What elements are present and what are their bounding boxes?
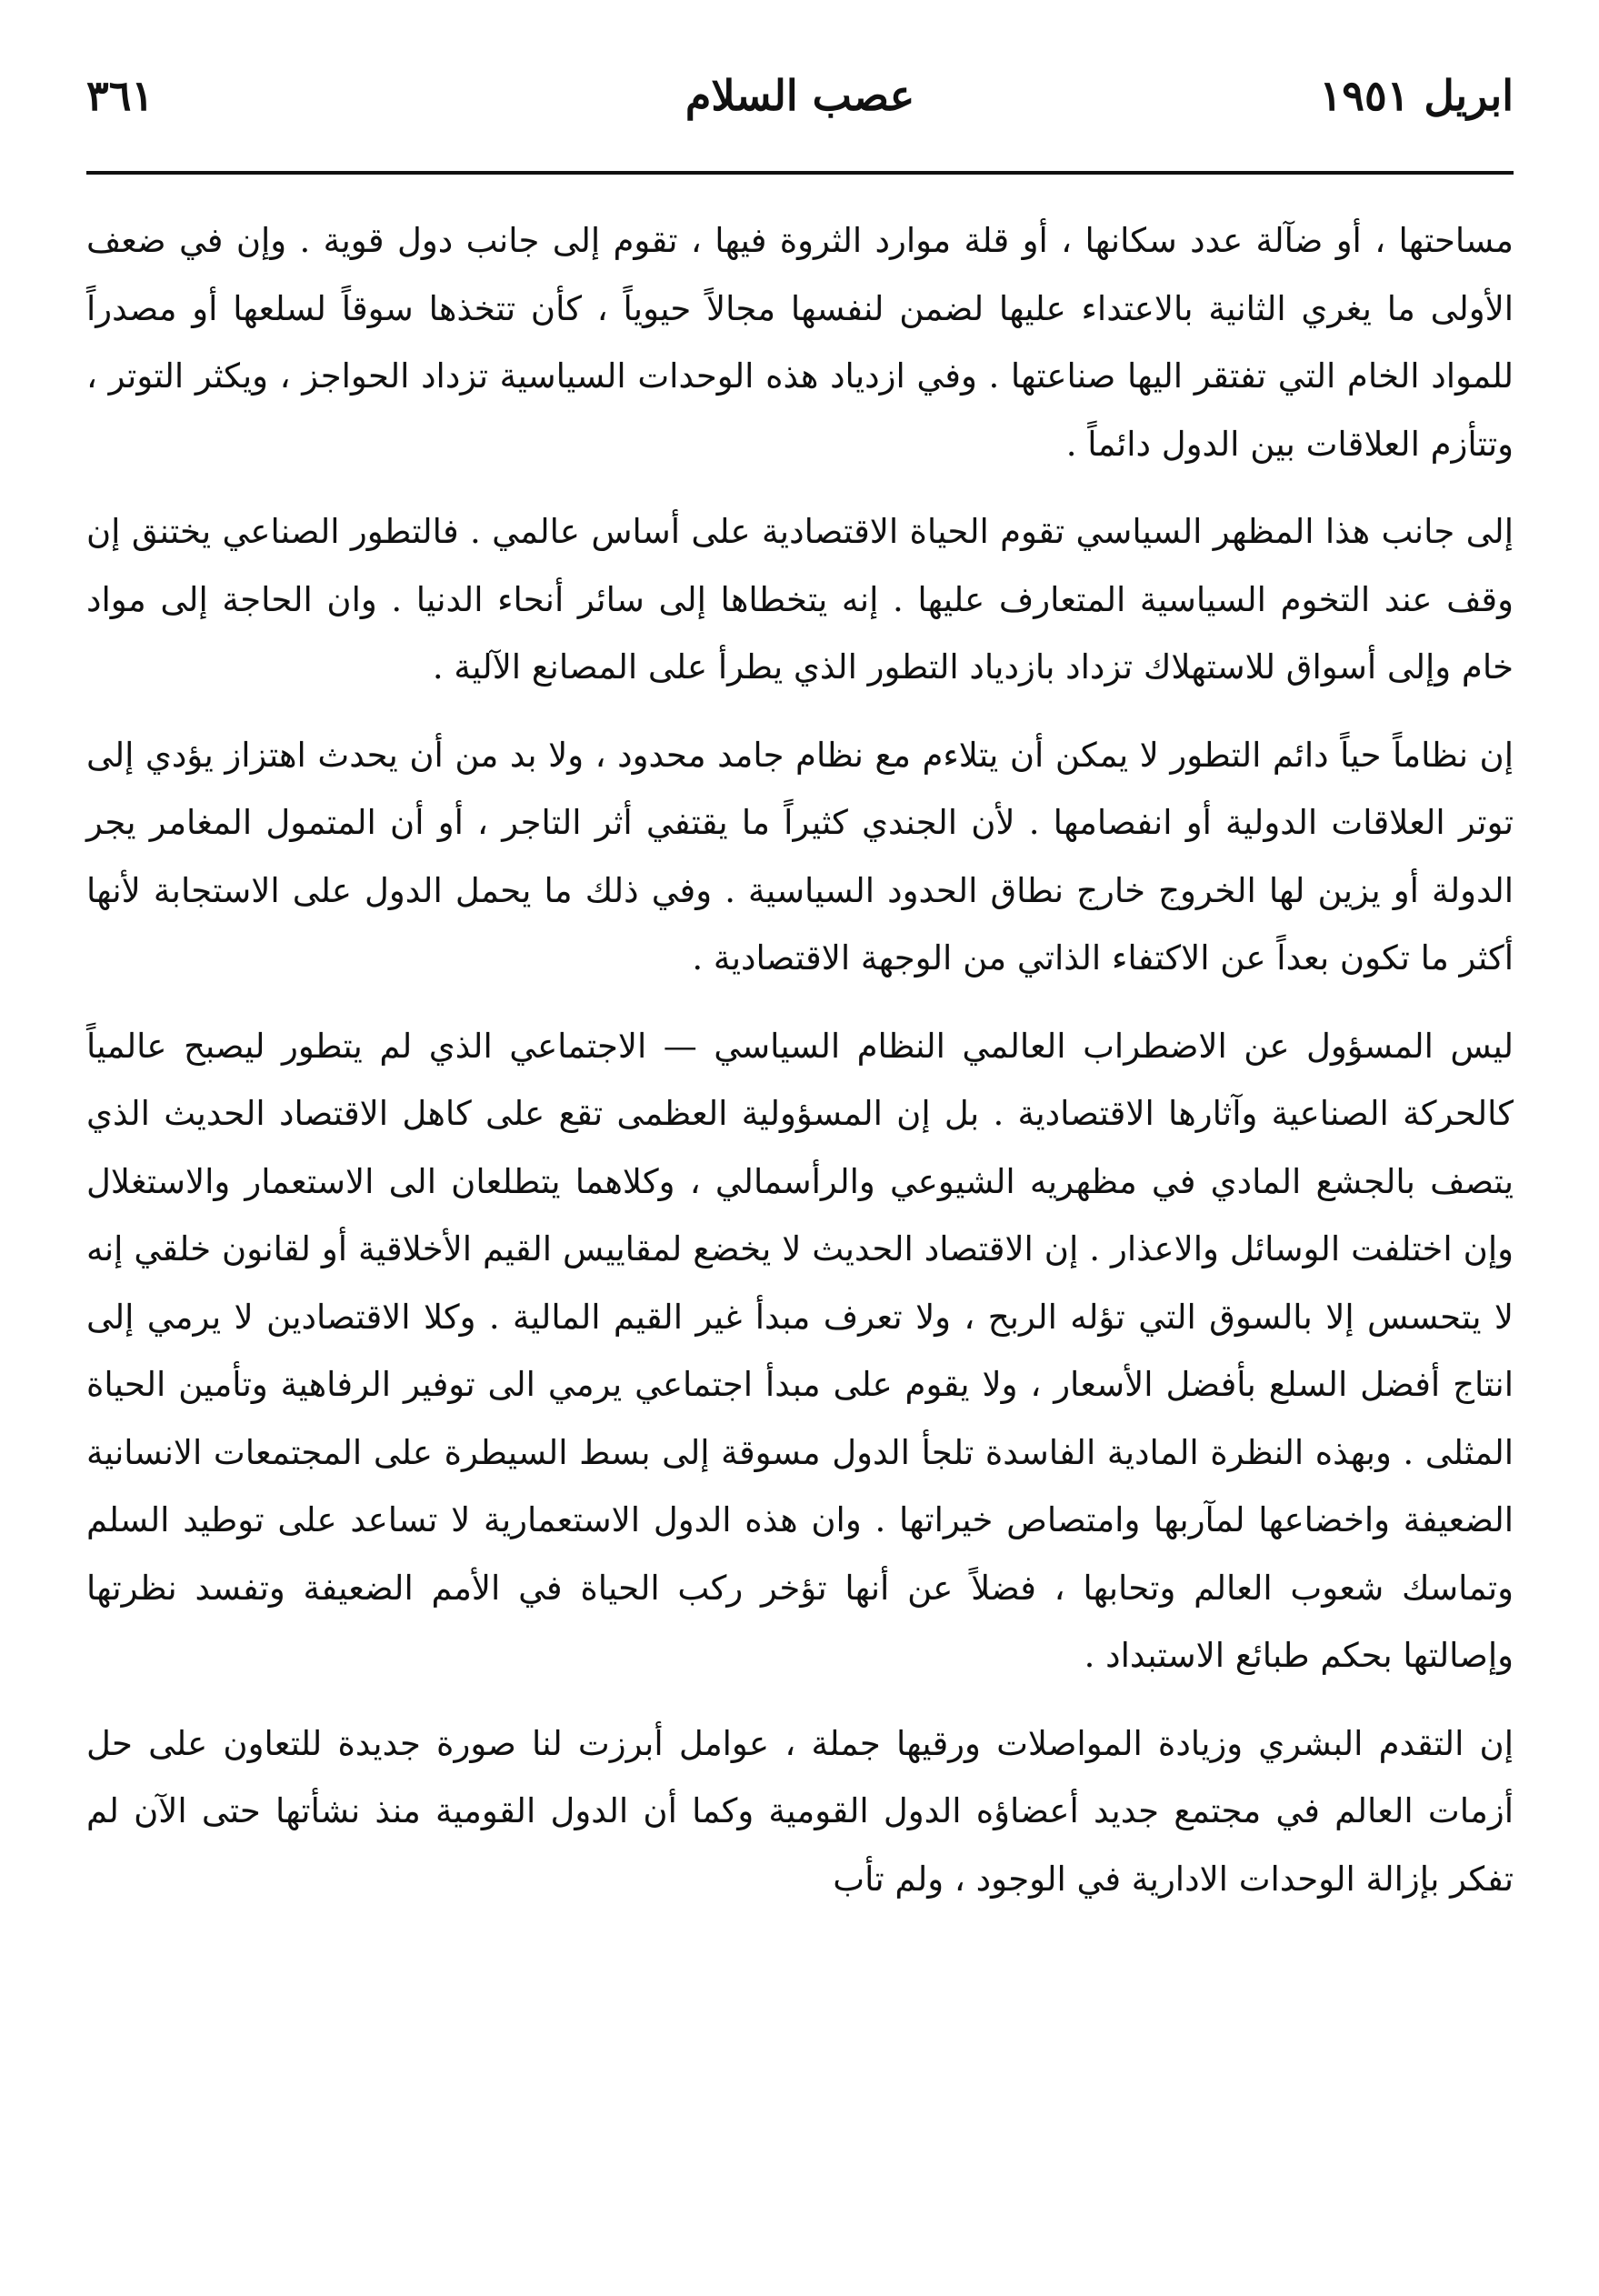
body-text [86,207,1514,1933]
header-date: ابريل ١٩٥١ [1319,71,1514,120]
header-rule [86,171,1514,175]
paragraph-2: إلى جانب هذا المظهر السياسي تقوم الحياة الاقتصادية على أساس عالمي . فالتطور الصناعي يختنق إن وقف عند التخوم السياسية المتعارف عليها . إنه يتخطاها إلى سائر أنحاء الدنيا . وان الحاجة إلى مواد خام وإلى أسواق للاستهلاك تزداد بازدياد التطور الذي يطرأ على المصانع الآلية . [86,512,1514,687]
paragraph-3: إن نظاماً حياً دائم التطور لا يمكن أن يتلاءم مع نظام جامد محدود ، ولا بد من أن يحدث اهتزاز يؤدي إلى توتر العلاقات الدولية أو انفصامها . لأن الجندي كثيراً ما يقتفي أثر التاجر ، أو أن المتمول المغامر يجر الدولة أو يزين لها الخروج خارج نطاق الحدود السياسية . وفي ذلك ما يحمل الدول على الاستجابة لأنها أكثر ما تكون بعداً عن الاكتفاء الذاتي من الوجهة الاقتصادية . [86,735,1514,978]
paragraph-1: مساحتها ، أو ضآلة عدد سكانها ، أو قلة موارد الثروة فيها ، تقوم إلى جانب دول قوية . وإن في ضعف الأولى ما يغري الثانية بالاعتداء عليها لضمن لنفسها مجالاً حيوياً ، كأن تتخذها سوقاً لسلعها أو مصدراً للمواد الخام التي تفتقر اليها صناعتها . وفي ازدياد هذه الوحدات السياسية تزداد الحواجز ، ويكثر التوتر ، وتتأزم العلاقات بين الدول دائماً . [86,221,1514,464]
header-title: عصب السلام [685,71,915,120]
document-page [86,0,1514,2296]
page-number: ٣٦١ [86,71,155,120]
paragraph-5: إن التقدم البشري وزيادة المواصلات ورقيها جملة ، عوامل أبرزت لنا صورة جديدة للتعاون على حل أزمات العالم في مجتمع جديد أعضاؤه الدول القومية وكما أن الدول القومية منذ نشأتها حتى الآن لم تفكر بإزالة الوحدات الادارية في الوجود ، ولم تأب [86,1723,1514,1899]
running-header [86,64,1514,127]
paragraph-4: ليس المسؤول عن الاضطراب العالمي النظام السياسي — الاجتماعي الذي لم يتطور ليصبح عالمياً كالحركة الصناعية وآثارها الاقتصادية . بل إن المسؤولية العظمى تقع على كاهل الاقتصاد الحديث الذي يتصف بالجشع المادي في مظهريه الشيوعي والرأسمالي ، وكلاهما يتطلعان الى الاستعمار والاستغلال وإن اختلفت الوسائل والاعذار . إن الاقتصاد الحديث لا يخضع لمقاييس القيم الأخلاقية أو لقانون خلقي إنه لا يتحسس إلا بالسوق التي تؤله الربح ، ولا تعرف مبدأ غير القيم المالية . وكلا الاقتصادين لا يرمي إلى انتاج أفضل السلع بأفضل الأسعار ، ولا يقوم على مبدأ اجتماعي يرمي الى توفير الرفاهية وتأمين الحياة المثلى . وبهذه النظرة المادية الفاسدة تلجأ الدول مسوقة إلى بسط السيطرة على المجتمعات الانسانية الضعيفة واخضاعها لمآربها وامتصاص خيراتها . وان هذه الدول الاستعمارية لا تساعد على توطيد السلم وتماسك شعوب العالم وتحابها ، فضلاً عن أنها تؤخر ركب الحياة في الأمم الضعيفة وتفسد نظرتها وإصالتها بحكم طبائع الاستبداد . [86,1026,1514,1675]
